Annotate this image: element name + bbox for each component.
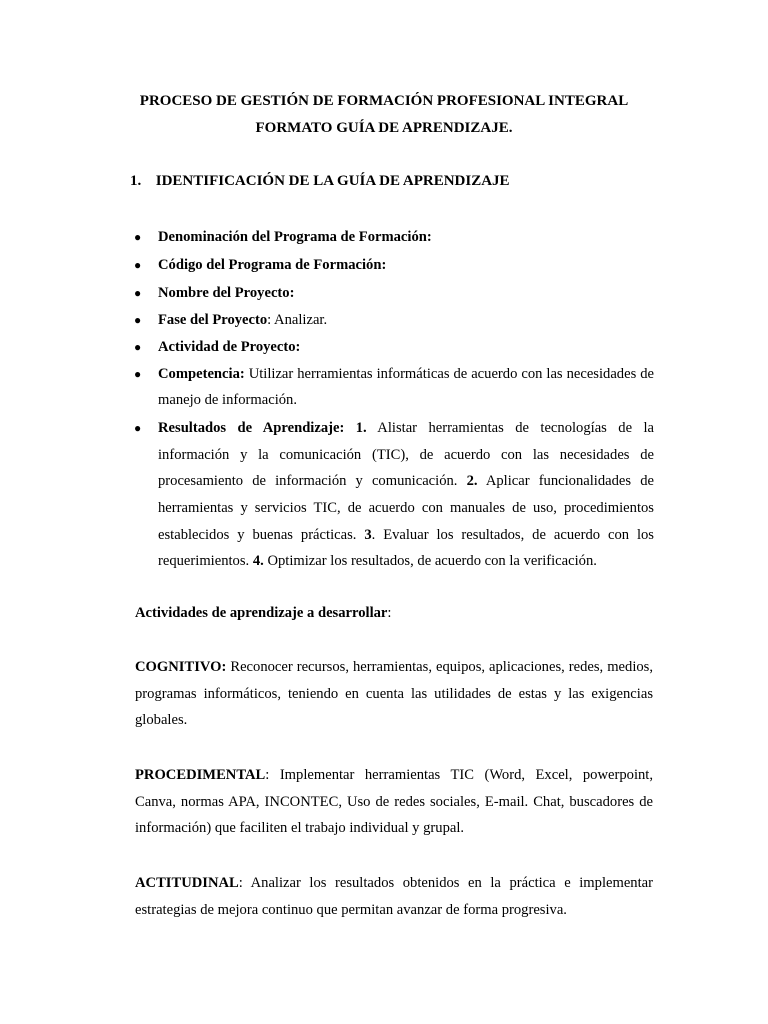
actitudinal-label: ACTITUDINAL <box>135 875 239 891</box>
section-title: IDENTIFICACIÓN DE LA GUÍA DE APRENDIZAJE <box>155 173 510 189</box>
item-label: Nombre del Proyecto: <box>158 285 295 302</box>
bullet-icon: ● <box>134 257 142 272</box>
list-item-codigo <box>0 252 654 279</box>
result-text: . Evaluar los resultados, de acuerdo con los requerimientos. <box>158 526 654 570</box>
item-label: Competencia: <box>158 365 245 382</box>
activities-heading-label: Actividades de aprendizaje a desarrollar <box>135 605 388 621</box>
actitudinal-text: : Analizar los resultados obtenidos en la práctica e implementar estrategias de mejora continuo que permitan avanzar de forma progresiva. <box>135 875 653 918</box>
result-number: 1. <box>344 419 367 436</box>
result-number: 2. <box>466 473 478 490</box>
bullet-icon: ● <box>134 230 142 244</box>
item-text: : Analizar. <box>267 312 328 329</box>
item-label: Resultados de Aprendizaje: <box>158 419 345 436</box>
item-label: Actividad de Proyecto: <box>158 338 301 355</box>
actitudinal-paragraph <box>135 870 653 923</box>
result-text: Optimizar los resultados, de acuerdo con la verificación. <box>263 553 597 570</box>
bullet-icon: ● <box>134 286 142 301</box>
list-item-denominacion <box>0 224 654 251</box>
result-text: Alistar herramientas de tecnologías de la información y la comunicación (TIC), de acuerdo con las necesidades de procesamiento de información y comunicación. <box>158 419 654 490</box>
cognitivo-paragraph <box>135 654 653 734</box>
list-item-fase-proyecto <box>0 307 654 334</box>
result-number: 4. <box>252 553 264 570</box>
identification-list <box>0 224 768 575</box>
item-label: Denominación del Programa de Formación: <box>158 229 432 245</box>
activities-heading <box>135 600 653 627</box>
procedimental-text: : Implementar herramientas TIC (Word, Excel, powerpoint, Canva, normas APA, INCONTEC, Uso de redes sociales, E-mail. Chat, buscadores de información) que faciliten el trabajo individual y grupal. <box>135 767 653 837</box>
item-label: Código del Programa de Formación: <box>158 256 387 273</box>
bullet-icon: ● <box>134 366 142 381</box>
item-label: Fase del Proyecto <box>158 312 268 329</box>
bullet-icon: ● <box>134 313 142 328</box>
bullet-icon: ● <box>134 339 142 354</box>
item-text: Utilizar herramientas informáticas de acuerdo con las necesidades de manejo de información. <box>158 365 654 409</box>
activities-heading-suffix: : <box>387 605 392 621</box>
list-item-nombre-proyecto <box>0 280 654 307</box>
cognitivo-text: Reconocer recursos, herramientas, equipos, aplicaciones, redes, medios, programas informáticos, teniendo en cuenta las utilidades de estas y las exigencias globales. <box>135 659 653 729</box>
list-item-competencia <box>0 361 654 414</box>
list-item-actividad-proyecto <box>0 334 654 361</box>
cognitivo-label: COGNITIVO: <box>135 659 227 675</box>
document-title-line1: PROCESO DE GESTIÓN DE FORMACIÓN PROFESIONAL INTEGRAL <box>139 93 629 109</box>
section-heading <box>130 172 510 190</box>
result-text: Aplicar funcionalidades de herramientas y servicios TIC, de acuerdo con manuales de uso, procedimientos establecidos y buenas prácticas. <box>158 473 654 543</box>
bullet-icon: ● <box>134 420 142 435</box>
section-number: 1. <box>130 173 142 189</box>
procedimental-label: PROCEDIMENTAL <box>135 767 266 783</box>
result-number: 3 <box>364 526 372 543</box>
document-title-line2: FORMATO GUÍA DE APRENDIZAJE. <box>255 120 513 136</box>
list-item-resultados <box>0 415 654 575</box>
procedimental-paragraph <box>135 762 653 842</box>
